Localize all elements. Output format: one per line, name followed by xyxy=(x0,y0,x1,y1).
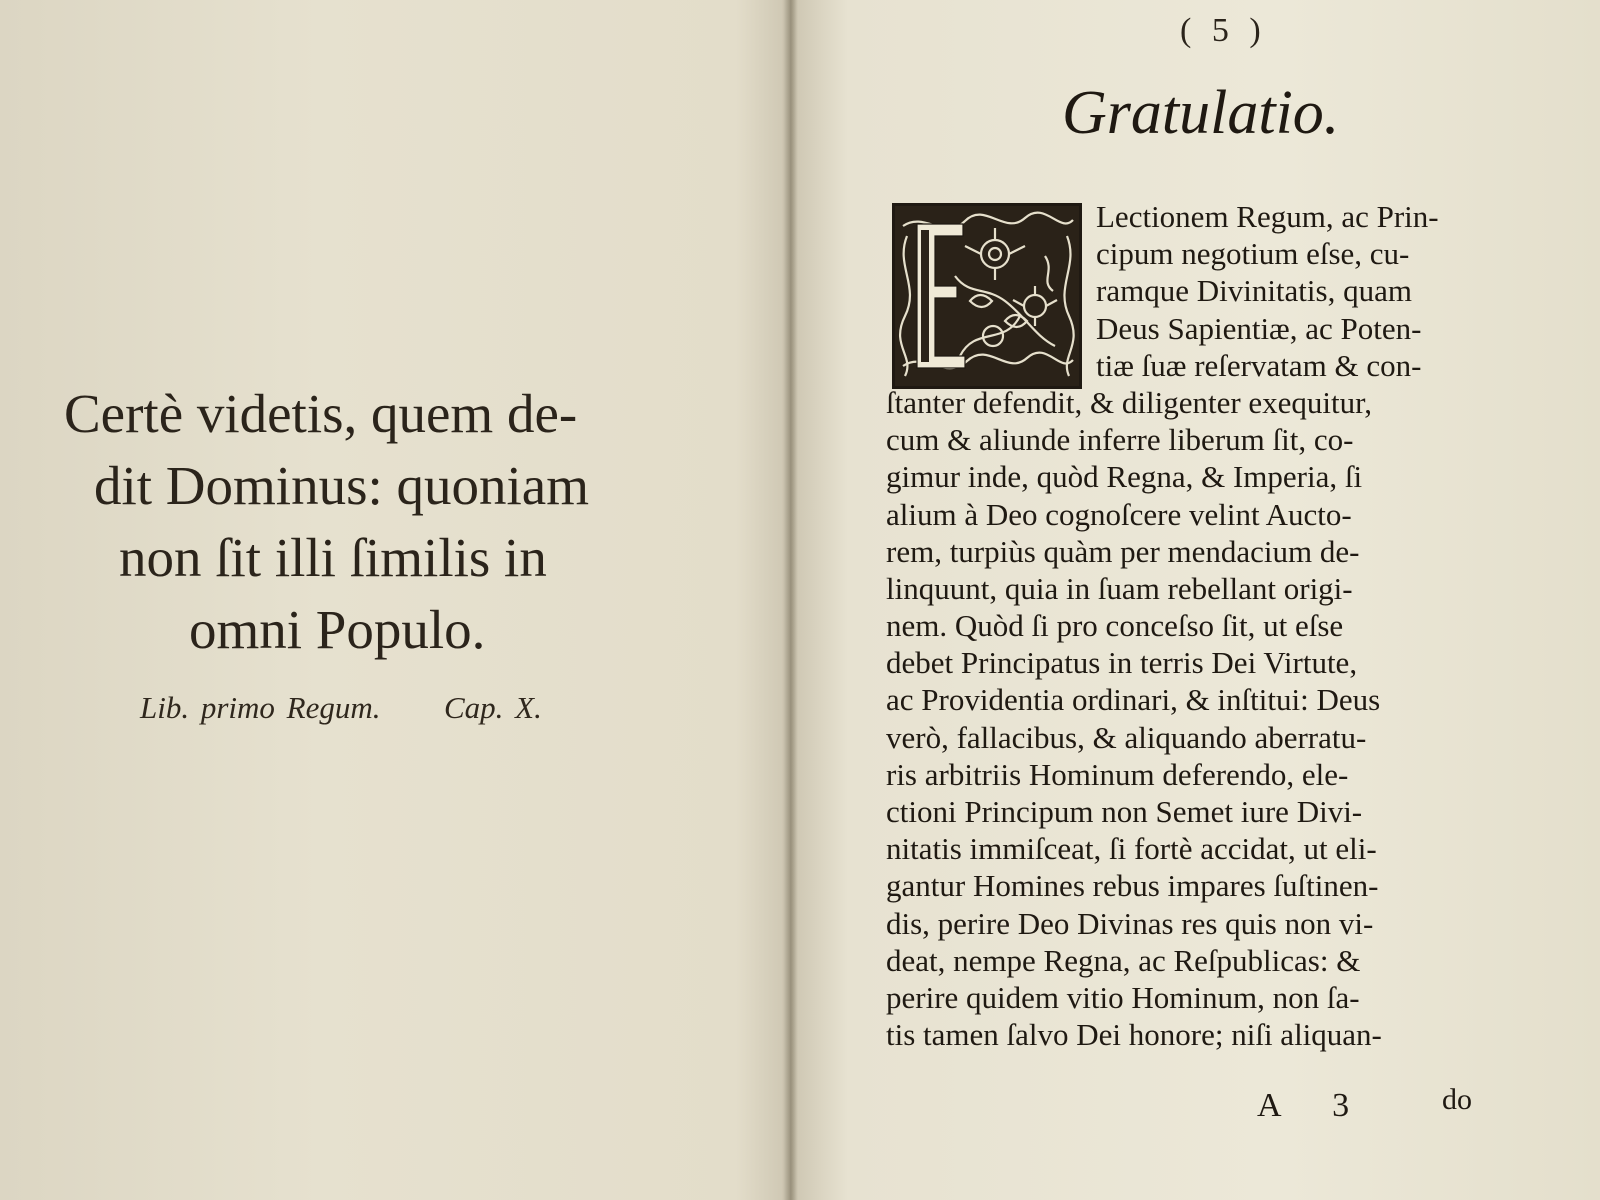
body-line: alium à Deo cognoſcere velint Aucto- xyxy=(886,496,1352,532)
body-line: ris arbitriis Hominum deferendo, ele- xyxy=(886,756,1349,792)
citation-book: Lib. primo Regum. xyxy=(140,690,381,725)
body-line: debet Principatus in terris Dei Virtute, xyxy=(886,645,1358,681)
body-text xyxy=(886,198,1526,1053)
body-line: Lectionem Regum, ac Prin- xyxy=(1096,199,1439,234)
signature-mark: A 3 xyxy=(1257,1087,1372,1124)
body-line: ctioni Principum non Semet iure Divi- xyxy=(886,794,1363,829)
body-line: linquunt, quia in ſuam rebellant origi- xyxy=(886,570,1353,606)
body-line: ac Providentia ordinari, & inſtitui: Deus xyxy=(886,682,1381,718)
epigraph-line: dit Dominus: quoniam xyxy=(94,455,589,516)
body-line: cipum negotium eſse, cu- xyxy=(1096,236,1410,272)
epigraph xyxy=(64,378,704,666)
epigraph-line: Certè videtis, quem de- xyxy=(64,383,578,444)
body-line: tis tamen ſalvo Dei honore; niſi aliquan- xyxy=(886,1017,1382,1053)
body-line: verò, fallacibus, & aliquando aberratu- xyxy=(886,719,1367,755)
epigraph-line: omni Populo. xyxy=(189,599,486,660)
left-page xyxy=(0,0,788,1200)
body-line: tiæ ſuæ reſervatam & con- xyxy=(1096,347,1422,383)
right-page xyxy=(792,0,1600,1200)
body-line: nem. Quòd ſi pro conceſso ſit, ut eſse xyxy=(886,608,1344,644)
page-heading: Gratulatio. xyxy=(1062,79,1340,147)
body-line: perire quidem vitio Hominum, non ſa- xyxy=(886,979,1360,1015)
body-line: gantur Homines rebus impares ſuſtinen- xyxy=(886,868,1379,904)
citation xyxy=(140,690,542,726)
body-line: gimur inde, quòd Regna, & Imperia, ſi xyxy=(886,459,1363,495)
page-number: ( 5 ) xyxy=(1180,12,1267,49)
citation-chapter: Cap. X. xyxy=(444,690,542,725)
epigraph-line: non ſit illi ſimilis in xyxy=(119,527,547,588)
catchword: do xyxy=(1442,1083,1472,1116)
body-line: cum & aliunde inferre liberum ſit, co- xyxy=(886,422,1354,458)
body-line: deat, nempe Regna, ac Reſpublicas: & xyxy=(886,942,1361,978)
body-line: ramque Divinitatis, quam xyxy=(1096,273,1412,309)
body-line: dis, perire Deo Divinas res quis non vi- xyxy=(886,905,1374,941)
body-line: nitatis immiſceat, ſi fortè accidat, ut eli- xyxy=(886,831,1377,867)
body-line: rem, turpiùs quàm per mendacium de- xyxy=(886,533,1360,569)
body-line: ſtanter defendit, & diligenter exequitur, xyxy=(886,384,1372,420)
body-line: Deus Sapientiæ, ac Poten- xyxy=(1096,310,1422,346)
